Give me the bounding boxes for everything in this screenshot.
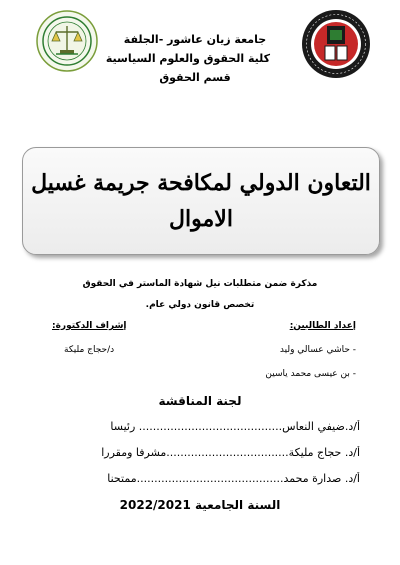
department-name: قسم الحقوق [159, 71, 231, 84]
academic-year: السنة الجامعية 2022/2021 [119, 498, 281, 512]
student-name-1: - حاشي عسالي وليد [279, 345, 356, 355]
jury-title: لجنة المناقشة [158, 394, 242, 408]
faculty-name: كلية الحقوق والعلوم السياسية [105, 52, 270, 65]
supervisor-label: إشراف الدكتورة: [52, 321, 127, 331]
university-name: جامعة زيان عاشور -الجلفة [123, 33, 267, 46]
students-label: إعداد الطالبين: [289, 321, 356, 331]
thesis-title-line-1: التعاون الدولي لمكافحة جريمة غسيل [31, 170, 371, 196]
institution-header [105, 30, 270, 87]
jury-member-2: أ/د. حجاج مليكة...................................مشرفا ومقررا [101, 446, 360, 459]
thesis-title-line-2: الاموال [169, 206, 233, 232]
supervisor-name: د/حجاج مليكة [64, 345, 115, 355]
faculty-seal-logo [36, 10, 98, 72]
memo-line-2: تخصص قانون دولي عام. [145, 300, 255, 310]
thesis-title-box [22, 147, 380, 255]
student-name-2: - بن عيسى محمد ياسين [265, 369, 356, 379]
memo-line-1: مذكرة ضمن متطلبات نيل شهادة الماستر في الحقوق [82, 279, 318, 289]
university-seal-logo [300, 8, 372, 80]
jury-member-3: أ/د. صدارة محمد..........................................ممتحنا [107, 472, 360, 485]
jury-member-1: أ/د.ضيفي النعاس......................................... رئيسا [110, 420, 360, 433]
